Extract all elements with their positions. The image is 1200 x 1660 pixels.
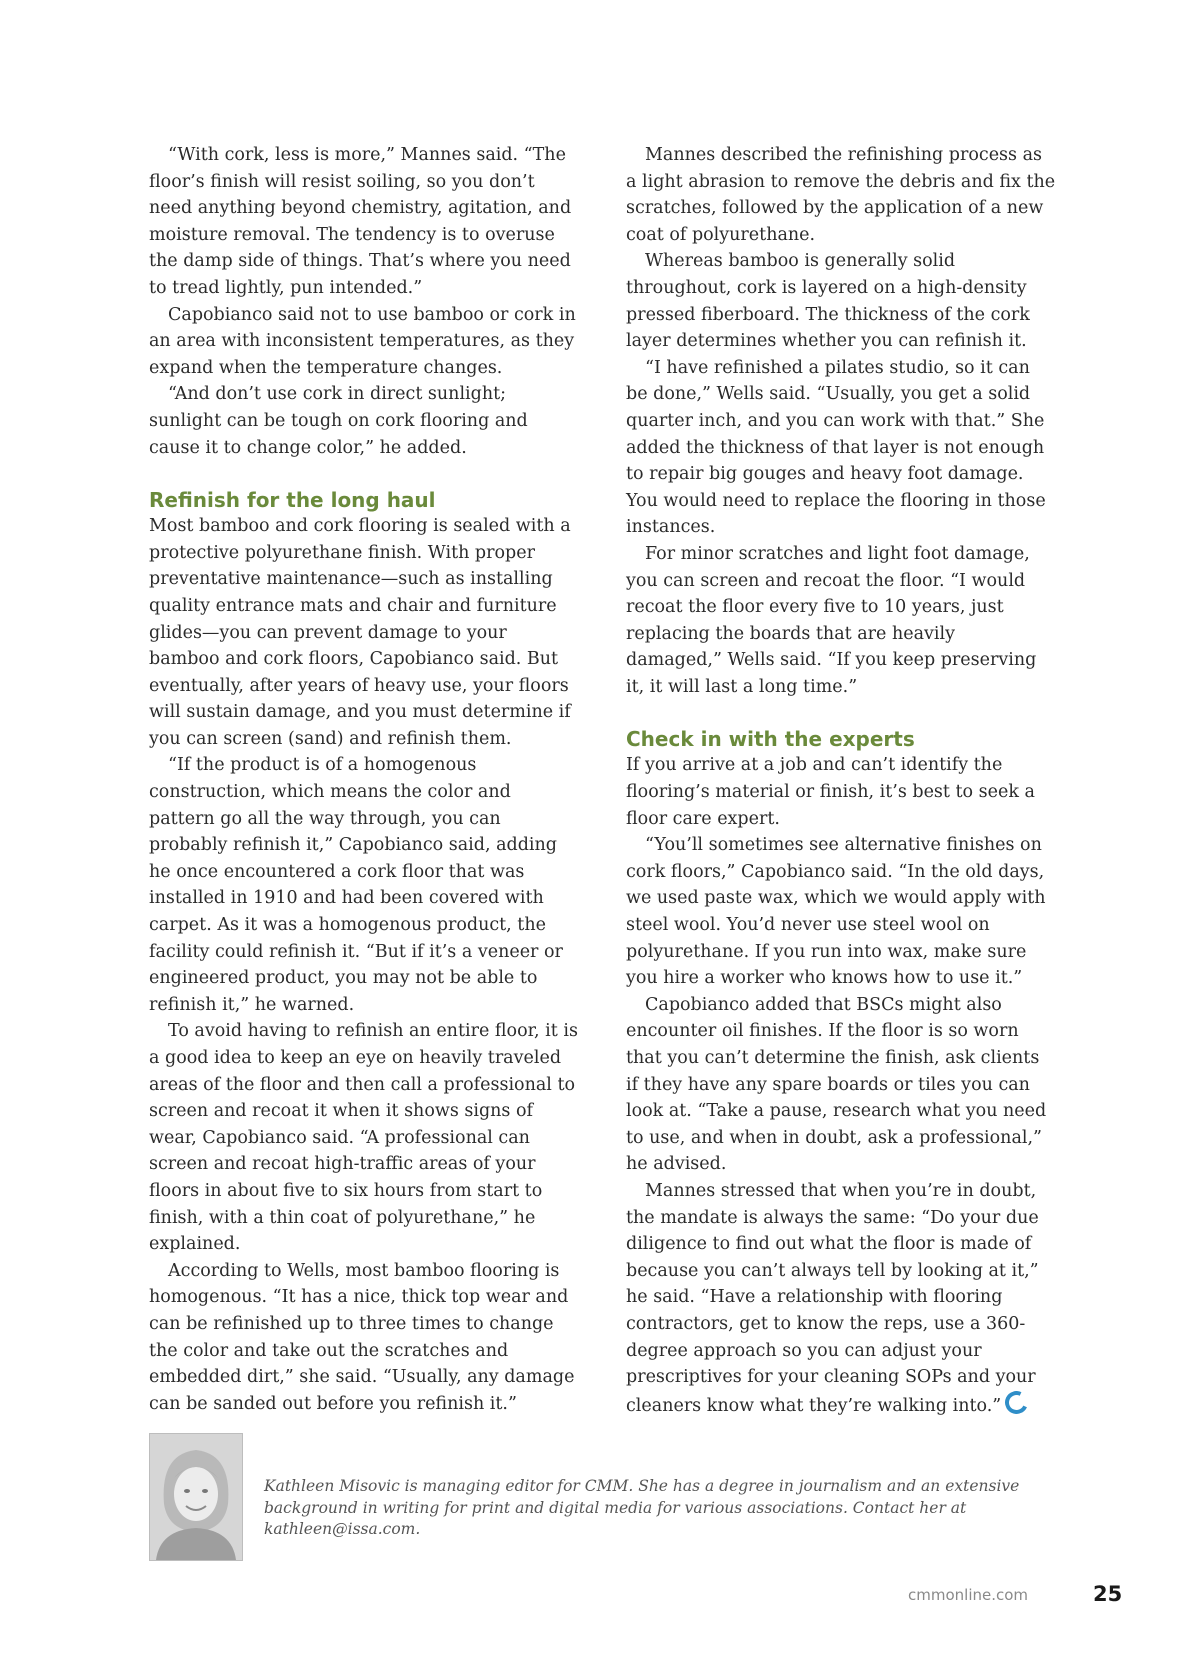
paragraph-text: “And don’t use cork in direct sunlight; sunlight can be tough on cork flooring and cause it to change color,” he added.	[149, 384, 528, 458]
article-right-column	[626, 142, 1056, 1419]
footer-site: cmmonline.com	[908, 1586, 1029, 1604]
article-paragraph	[149, 1258, 579, 1418]
paragraph-text: Whereas bamboo is generally solid throughout, cork is layered on a high-density pressed fiberboard. The thickness of the cork layer determines whether you can refinish it.	[626, 251, 1030, 352]
paragraph-text: If you arrive at a job and can’t identify the flooring’s material or finish, it’s best to seek a floor care expert.	[626, 755, 1035, 829]
article-paragraph	[626, 752, 1056, 832]
paragraph-text: “I have refinished a pilates studio, so it can be done,” Wells said. “Usually, you get a solid quarter inch, and you can work with that.” She added the thickness of that layer is not enough to repair big gouges and heavy foot damage. You would need to replace the flooring in those instances.	[626, 357, 1046, 538]
article-paragraph	[626, 355, 1056, 541]
paragraph-text: Capobianco added that BSCs might also encounter oil finishes. If the floor is so worn that you can’t determine the finish, ask clients if they have any spare boards or tiles you can look at. “Take a pause, research what you need to use, and when in doubt, ask a professional,” he advised.	[626, 994, 1047, 1175]
paragraph-text: “With cork, less is more,” Mannes said. “The floor’s finish will resist soiling, so you don’t need anything beyond chemistry, agitation, and moisture removal. The tendency is to overuse the damp side of things. That’s where you need to tread lightly, pun intended.”	[149, 145, 572, 298]
article-paragraph	[149, 142, 579, 302]
section-heading-text: Refinish for the long haul	[149, 488, 436, 513]
article-paragraph	[626, 541, 1056, 701]
paragraph-text: Mannes described the refinishing process as a light abrasion to remove the debris and fix the scratches, followed by the application of a new coat of polyurethane.	[626, 145, 1056, 245]
article-paragraph	[149, 1018, 579, 1257]
article-paragraph	[149, 381, 579, 461]
page-number: 25	[1093, 1582, 1123, 1606]
paragraph-text: Capobianco said not to use bamboo or cork in an area with inconsistent temperatures, as they expand when the temperature changes.	[149, 304, 576, 378]
end-of-article-icon	[1002, 1387, 1031, 1416]
article-paragraph	[149, 752, 579, 1018]
article-paragraph	[626, 832, 1056, 992]
paragraph-text: Most bamboo and cork flooring is sealed with a protective polyurethane finish. With proper preventative maintenance—such as installing quality entrance mats and chair and furniture glides—you can prevent damage to your bamboo and cork floors, Capobianco said. But eventually, after years of heavy use, your floors will sustain damage, and you must determine if you can screen (sand) and refinish them.	[149, 516, 571, 749]
section-heading	[149, 487, 579, 513]
article-paragraph	[149, 302, 579, 382]
paragraph-text: “If the product is of a homogenous construction, which means the color and pattern go all the way through, you can probably refinish it,” Capobianco said, adding he once encountered a cork floor that was installed in 1910 and had been covered with carpet. As it was a homogenous product, the facility could refinish it. “But if it’s a veneer or engineered product, you may not be able to refinish it,” he warned.	[149, 755, 563, 1015]
article-paragraph	[626, 1178, 1056, 1419]
article-paragraph	[149, 513, 579, 752]
article-left-column	[149, 142, 579, 1417]
article-paragraph	[626, 142, 1056, 248]
section-heading-text: Check in with the experts	[626, 727, 915, 752]
author-bio: Kathleen Misovic is managing editor for CMM. She has a degree in journalism and an extensive background in writing for print and digital media for various associations. Contact her at kathleen@issa.com.	[264, 1477, 1020, 1538]
paragraph-text: Mannes stressed that when you’re in doubt, the mandate is always the same: “Do your due diligence to find out what the floor is made of because you can’t always tell by looking at it,” he said. “Have a relationship with flooring contractors, get to know the reps, use a 360-degree approach so you can adjust your prescriptives for your cleaning SOPs and your cleaners know what they’re walking into.”	[626, 1180, 1039, 1416]
paragraph-text: To avoid having to refinish an entire floor, it is a good idea to keep an eye on heavily traveled areas of the floor and then call a professional to screen and recoat it when it shows signs of wear, Capobianco said. “A professional can screen and recoat high-traffic areas of your floors in about five to six hours from start to finish, with a thin coat of polyurethane,” he explained.	[149, 1021, 578, 1255]
article-paragraph	[626, 248, 1056, 354]
paragraph-text: “You’ll sometimes see alternative finishes on cork floors,” Capobianco said. “In the old days, we used paste wax, which we would apply with steel wool. You’d never use steel wool on polyurethane. If you run into wax, make sure you hire a worker who knows how to use it.”	[626, 835, 1046, 989]
article-paragraph	[626, 992, 1056, 1178]
paragraph-text: For minor scratches and light foot damage, you can screen and recoat the floor. “I would recoat the floor every five to 10 years, just replacing the boards that are heavily damaged,” Wells said. “If you keep preserving it, it will last a long time.”	[626, 543, 1037, 697]
section-heading	[626, 726, 1056, 752]
author-photo	[149, 1433, 243, 1561]
paragraph-text: According to Wells, most bamboo flooring is homogenous. “It has a nice, thick top wear and can be refinished up to three times to change the color and take out the scratches and embedded dirt,” she said. “Usually, any damage can be sanded out before you refinish it.”	[149, 1260, 575, 1414]
